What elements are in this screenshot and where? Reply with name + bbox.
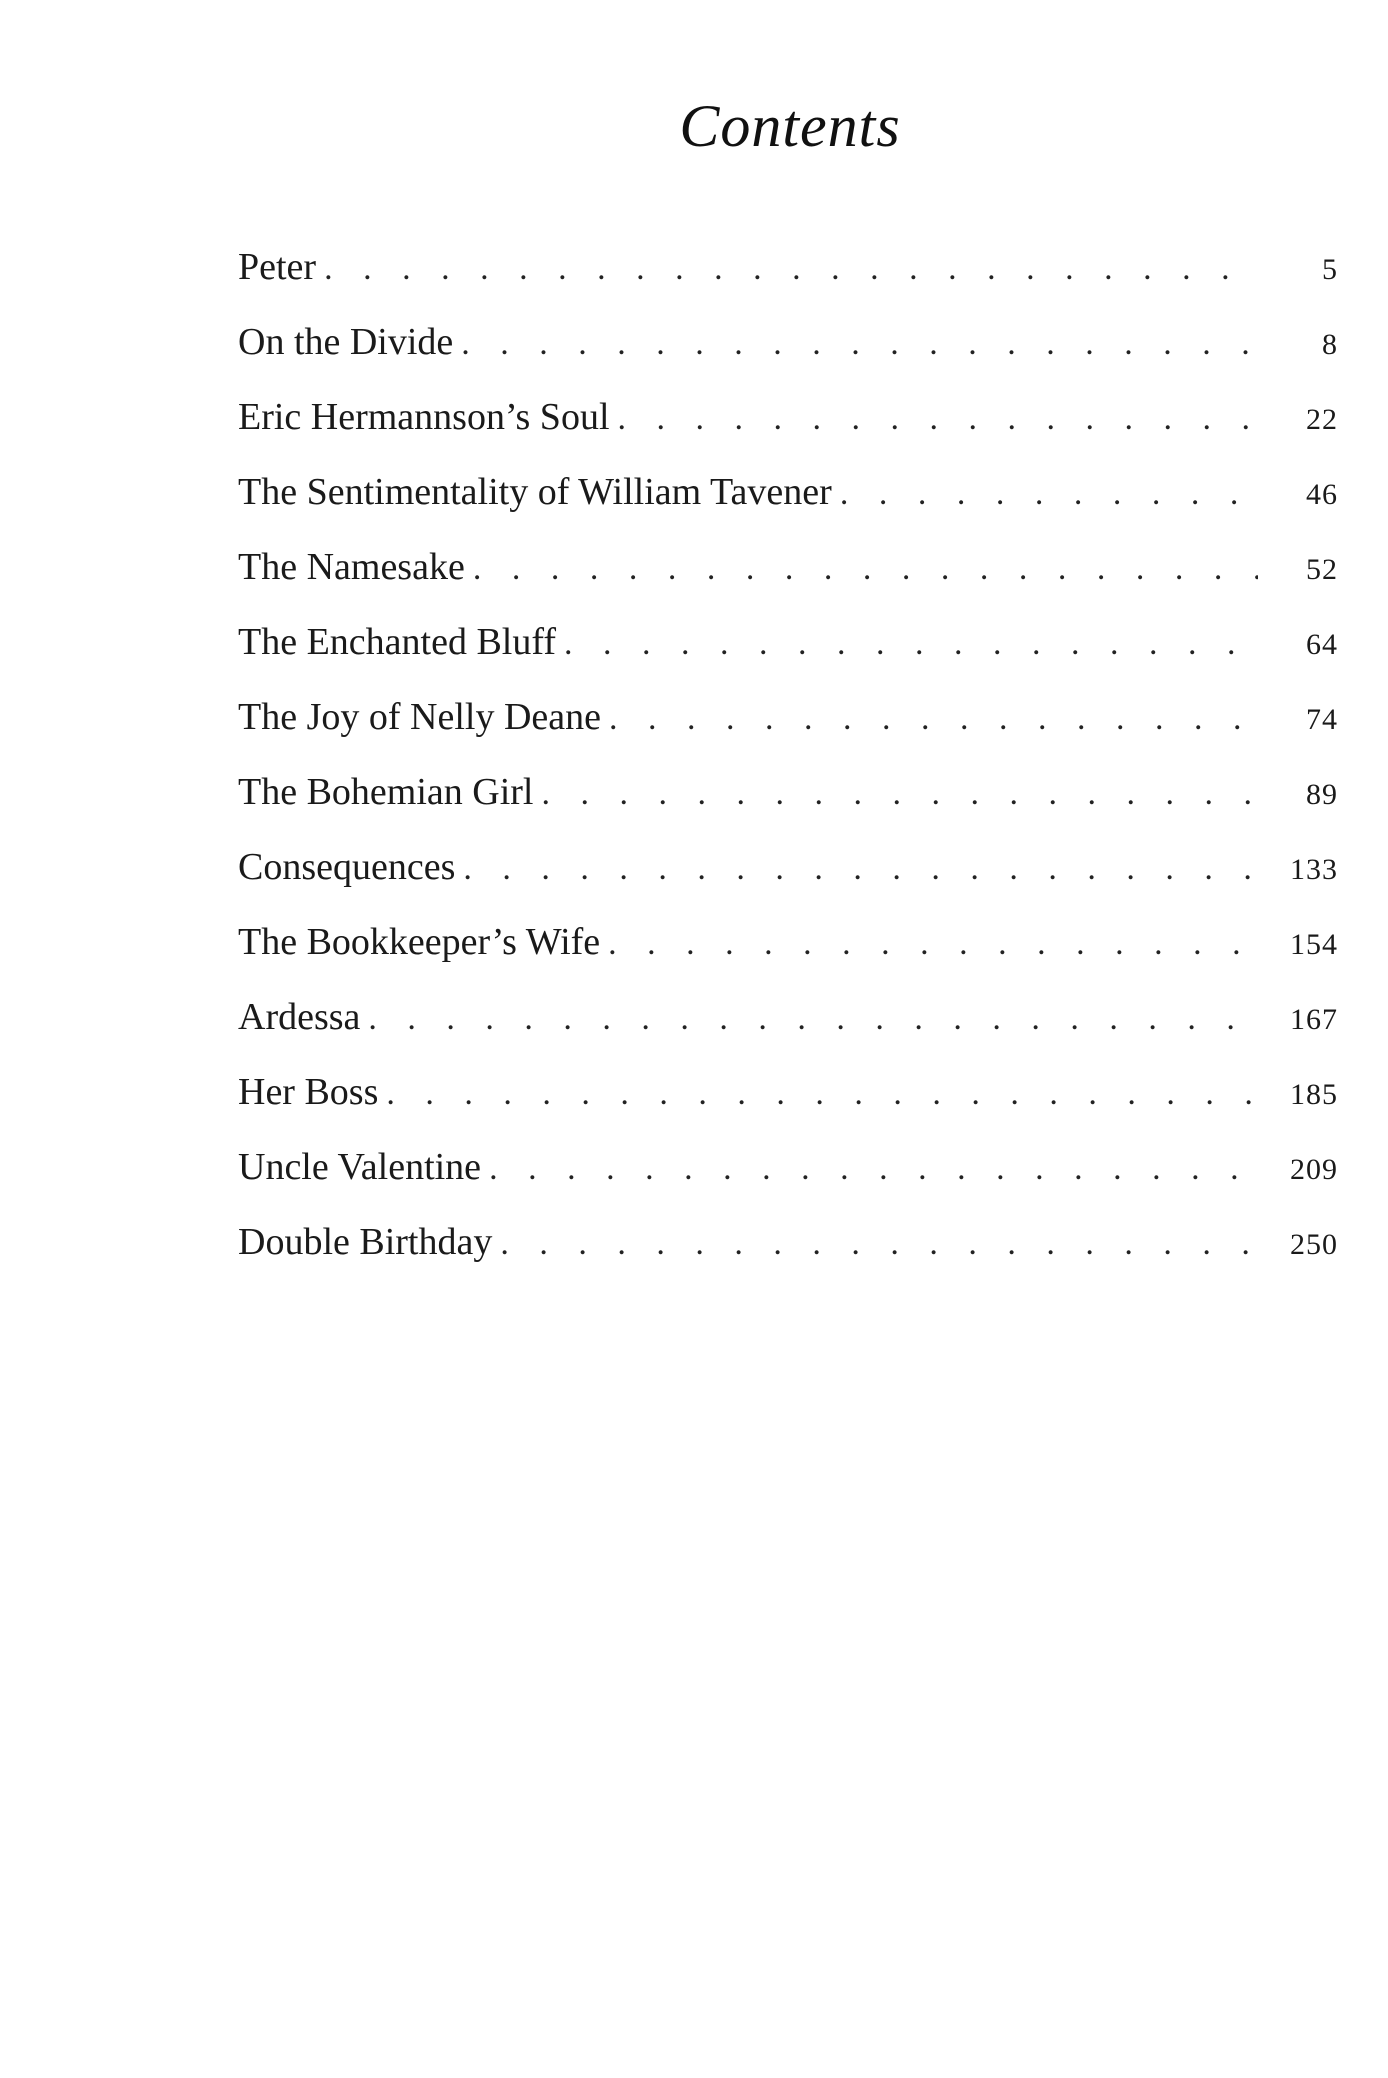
entry-page-number: 209	[1290, 1153, 1338, 1186]
entry-page-number: 5	[1322, 253, 1338, 286]
dot-leader	[618, 381, 1258, 456]
entry-page-number: 74	[1306, 703, 1338, 736]
entry-title: Uncle Valentine	[238, 1146, 482, 1188]
entry-title: Double Birthday	[238, 1221, 493, 1263]
entry-page-number: 52	[1306, 553, 1338, 586]
dot-leader	[473, 531, 1258, 606]
entry-title: The Enchanted Bluff	[238, 621, 556, 663]
entry-page-number: 64	[1306, 628, 1338, 661]
table-of-contents	[238, 230, 1338, 1280]
toc-entry	[238, 305, 1338, 380]
toc-entry	[238, 1055, 1338, 1130]
dot-leader	[386, 1056, 1258, 1131]
toc-entry	[238, 605, 1338, 680]
entry-title: Her Boss	[238, 1071, 379, 1113]
toc-entry	[238, 1130, 1338, 1205]
page-title: Contents	[679, 93, 901, 159]
entry-page-number: 8	[1322, 328, 1338, 361]
entry-title: Eric Hermannson’s Soul	[238, 396, 610, 438]
entry-title: Peter	[238, 246, 317, 288]
dot-leader	[608, 906, 1258, 981]
dot-leader	[324, 231, 1258, 306]
entry-page-number: 89	[1306, 778, 1338, 811]
entry-title: The Sentimentality of William Tavener	[238, 471, 832, 513]
entry-page-number: 46	[1306, 478, 1338, 511]
toc-entry	[238, 980, 1338, 1055]
entry-title: On the Divide	[238, 321, 454, 363]
dot-leader	[368, 981, 1258, 1056]
toc-entry	[238, 680, 1338, 755]
toc-entry	[238, 230, 1338, 305]
entry-page-number: 167	[1290, 1003, 1338, 1036]
dot-leader	[609, 681, 1258, 756]
entry-title: Ardessa	[238, 996, 361, 1038]
dot-leader	[840, 456, 1258, 531]
entry-page-number: 154	[1290, 928, 1338, 961]
toc-entry	[238, 455, 1338, 530]
toc-entry	[238, 905, 1338, 980]
toc-entry	[238, 830, 1338, 905]
dot-leader	[564, 606, 1258, 681]
toc-entry	[238, 380, 1338, 455]
dot-leader	[541, 756, 1258, 831]
dot-leader	[463, 831, 1258, 906]
toc-entry	[238, 755, 1338, 830]
entry-page-number: 250	[1290, 1228, 1338, 1261]
entry-title: The Bookkeeper’s Wife	[238, 921, 601, 963]
entry-title: The Bohemian Girl	[238, 771, 534, 813]
dot-leader	[461, 306, 1258, 381]
toc-entry	[238, 530, 1338, 605]
entry-page-number: 185	[1290, 1078, 1338, 1111]
entry-title: The Namesake	[238, 546, 465, 588]
dot-leader	[500, 1206, 1258, 1281]
entry-page-number: 133	[1290, 853, 1338, 886]
entry-title: Consequences	[238, 846, 456, 888]
toc-entry	[238, 1205, 1338, 1280]
dot-leader	[489, 1131, 1258, 1206]
entry-page-number: 22	[1306, 403, 1338, 436]
entry-title: The Joy of Nelly Deane	[238, 696, 601, 738]
